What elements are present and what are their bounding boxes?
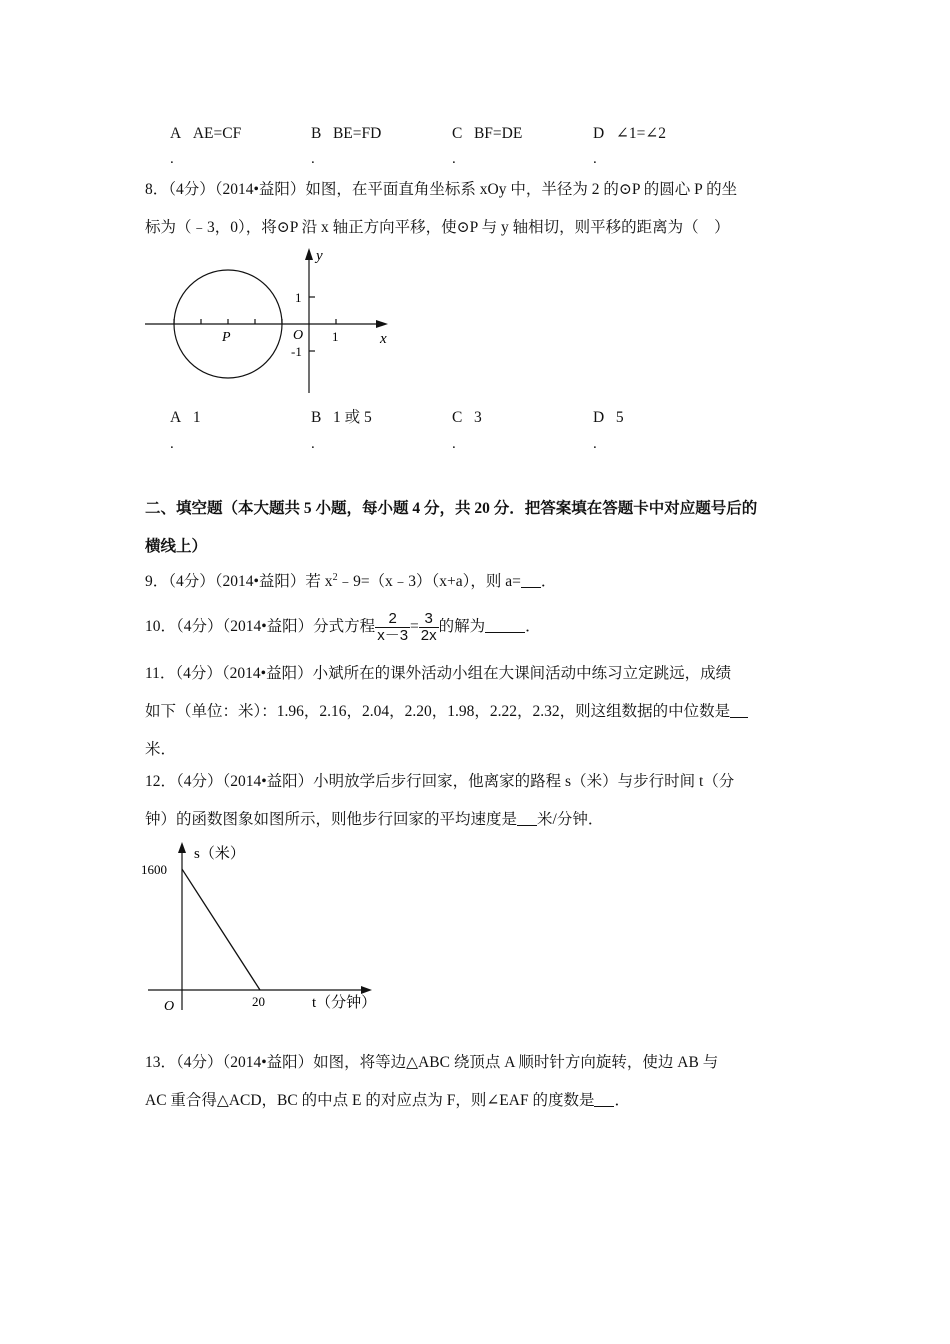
x-axis-arrow-icon (376, 320, 388, 328)
x-tick-label: 20 (252, 994, 265, 1009)
option-dot: . (452, 151, 456, 167)
section-2-heading-line1: 二、填空题（本大题共 5 小题，每小题 4 分，共 20 分．把答案填在答题卡中对应题号后的 (145, 500, 758, 517)
q13-line1: 13．（4分）（2014•益阳）如图，将等边△ABC 绕顶点 A 顺时针方向旋转，使边 AB 与 (145, 1054, 719, 1071)
y-tick-label-neg1: -1 (291, 344, 302, 359)
origin-label: O (164, 999, 175, 1014)
section-2-heading-line2: 横线上） (145, 538, 208, 555)
fraction-3-over-2x: $\frac{3}{2x}$ (420, 609, 437, 644)
q7-option-d: D ∠1=∠2 (593, 125, 667, 142)
option-dot: . (593, 436, 597, 452)
y-tick-label: 1600 (141, 862, 167, 878)
option-dot: . (452, 436, 456, 452)
option-dot: . (311, 151, 315, 167)
q7-option-b: B BE=FD (311, 125, 382, 142)
option-dot: . (311, 436, 315, 452)
answer-blank[interactable] (485, 618, 525, 633)
q8-option-c: C 3 (452, 409, 482, 426)
origin-label: O (293, 328, 304, 343)
q7-option-c: C BF=DE (452, 125, 523, 142)
q8-option-b: B 1 或 5 (311, 409, 372, 426)
answer-blank[interactable] (517, 811, 537, 826)
y-tick-label-1: 1 (295, 290, 302, 305)
center-p-label: P (222, 330, 231, 345)
q9-exponent: 2 (332, 572, 338, 583)
q11-line2: 如下（单位：米）：1.96，2.16，2.04，2.20，1.98，2.22，2.32，则这组数据的中位数是 (145, 702, 748, 722)
q9: 9．（4分）（2014•益阳）若 $x^2﹣9=(x﹣3)(x+a)$，则 a= ． (145, 572, 557, 590)
x-axis-arrow-icon (361, 986, 372, 994)
q8-option-a: A 1 (170, 409, 201, 426)
answer-blank[interactable] (521, 573, 541, 588)
y-axis-arrow-icon (178, 842, 186, 853)
answer-blank[interactable] (730, 703, 748, 718)
q13-line2: AC 重合得△ACD，BC 的中点 E 的对应点为 F，则∠EAF 的度数是 ． (145, 1092, 630, 1109)
q12-line1: 12．（4分）（2014•益阳）小明放学后步行回家，他离家的路程 s（米）与步行时间 t（分 (145, 773, 735, 790)
series-line (182, 869, 260, 990)
answer-blank[interactable] (594, 1092, 614, 1107)
option-dot: . (170, 151, 174, 167)
q11-line3: 米． (145, 741, 177, 758)
q7-option-a: A AE=CF (170, 125, 242, 142)
fraction-2-over-x-minus-3: $\frac{2}{x-3}$ (377, 609, 409, 644)
x-axis-label: x (380, 331, 387, 347)
y-axis-label: y (316, 248, 323, 264)
q11-line1: 11．（4分）（2014•益阳）小斌所在的课外活动小组在大课间活动中练习立定跳远，成绩 (145, 665, 732, 682)
y-axis-label: s（米） (194, 846, 245, 862)
x-tick-label-1: 1 (332, 329, 339, 344)
x-axis-label: t（分钟） (312, 995, 377, 1011)
option-dot: . (593, 151, 597, 167)
y-axis-arrow-icon (305, 248, 313, 260)
q8-line1: 8．（4分）（2014•益阳）如图，在平面直角坐标系 xOy 中，半径为 2 的⊙P 的圆心 P 的坐 (145, 181, 738, 198)
q8-circle-figure (140, 240, 400, 400)
option-dot: . (170, 436, 174, 452)
q12-line2: 钟）的函数图象如图所示，则他步行回家的平均速度是 米/分钟． (145, 811, 604, 828)
distance-time-chart (140, 838, 400, 1018)
q10: 10．（4分）（2014•益阳）分式方程 $\frac{2}{x-3}$ = $\frac{3}{2x}$ 的解为 ． (145, 609, 541, 644)
q8-line2: 标为（﹣3，0），将⊙P 沿 x 轴正方向平移，使⊙P 与 y 轴相切，则平移的距离为（ ） (145, 219, 730, 236)
q8-option-d: D 5 (593, 409, 624, 426)
